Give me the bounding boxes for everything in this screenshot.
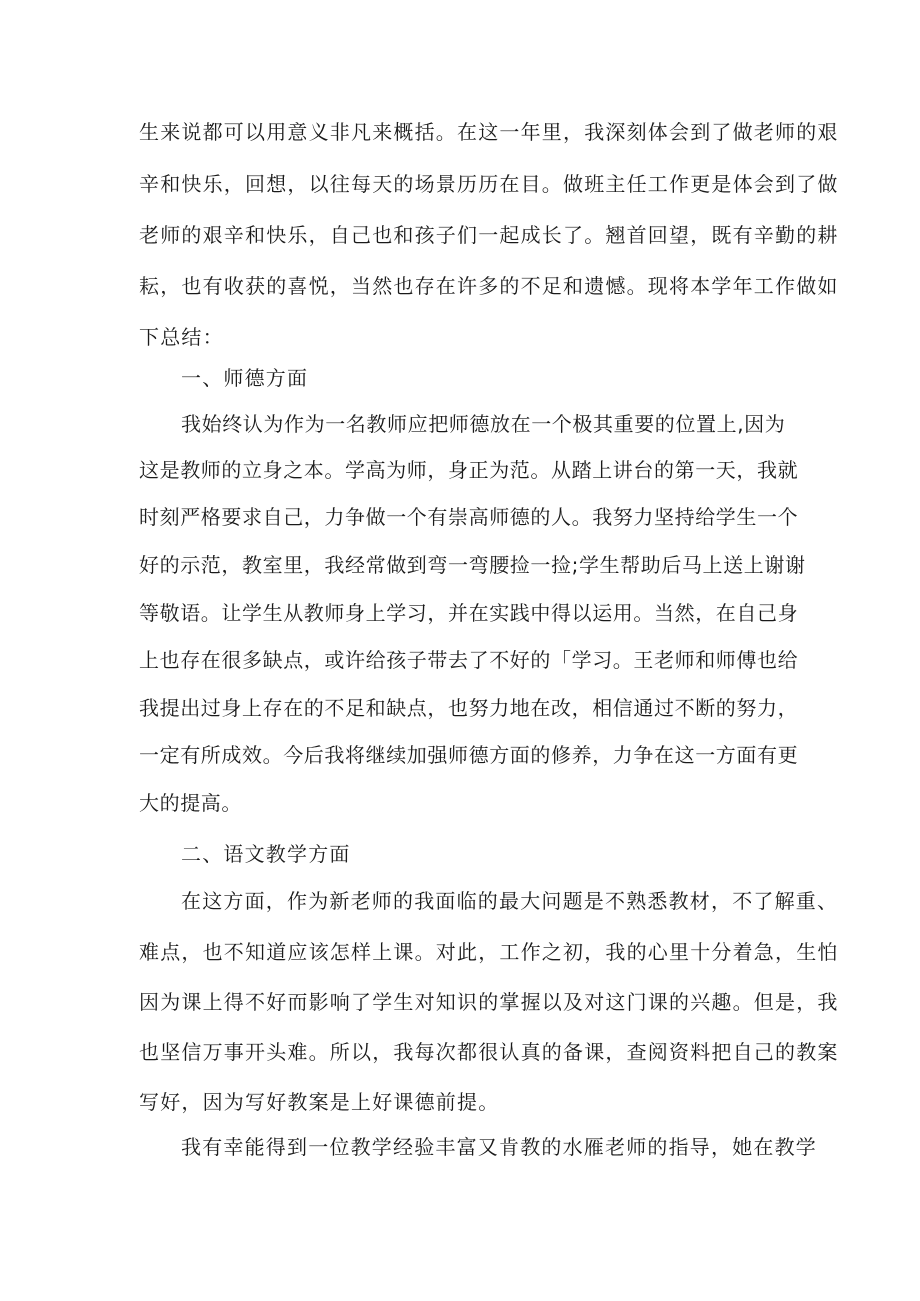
paragraph-line: 时刻严格要求自己，力争做一个有崇高师德的人。我努力坚持给学生一个: [139, 505, 799, 529]
paragraph-line: 耘，也有收获的喜悦，当然也存在许多的不足和遗憾。现将本学年工作做如: [139, 274, 839, 298]
paragraph-line: 辛和快乐，回想，以往每天的场景历历在目。做班主任工作更是体会到了做: [139, 172, 839, 196]
paragraph-line: 生来说都可以用意义非凡来概括。在这一年里，我深刻体会到了做老师的艰: [139, 120, 839, 144]
section-heading-ethics: 一、师德方面: [181, 366, 309, 390]
paragraph-line: 这是教师的立身之本。学高为师，身正为范。从踏上讲台的第一天，我就: [139, 458, 799, 482]
paragraph-line: 在这方面，作为新老师的我面临的最大问题是不熟悉教材，不了解重、: [181, 889, 839, 913]
paragraph-line: 等敬语。让学生从教师身上学习，并在实践中得以运用。当然，在自己身: [139, 601, 799, 625]
paragraph-line: 我始终认为作为一名教师应把师德放在一个极其重要的位置上,因为: [181, 412, 786, 436]
paragraph-line: 写好，因为写好教案是上好课德前提。: [139, 1090, 500, 1114]
paragraph-line: 老师的艰辛和快乐，自己也和孩子们一起成长了。翘首回望，既有辛勤的耕: [139, 223, 839, 247]
paragraph-line: 我提出过身上存在的不足和缺点，也努力地在改，相信通过不断的努力，: [139, 696, 799, 720]
paragraph-line: 也坚信万事开头难。所以，我每次都很认真的备课，查阅资料把自己的教案: [139, 1040, 839, 1064]
paragraph-line: 上也存在很多缺点，或许给孩子带去了不好的「学习。王老师和师傅也给: [139, 648, 799, 672]
paragraph-line: 难点，也不知道应该怎样上课。对此，工作之初，我的心里十分着急，生怕: [139, 940, 839, 964]
paragraph-line: 下总结：: [139, 325, 224, 349]
paragraph-line: 因为课上得不好而影响了学生对知识的掌握以及对这门课的兴趣。但是，我: [139, 990, 839, 1014]
paragraph-line: 大的提高。: [139, 791, 242, 815]
section-heading-chinese-teaching: 二、语文教学方面: [181, 842, 351, 866]
paragraph-line: 我有幸能得到一位教学经验丰富又肯教的水雁老师的指导，她在教学: [181, 1135, 817, 1159]
paragraph-line: 一定有所成效。今后我将继续加强师德方面的修养，力争在这一方面有更: [139, 743, 799, 767]
paragraph-line: 好的示范，教室里，我经常做到弯一弯腰捡一捡;学生帮助后马上送上谢谢: [139, 553, 806, 577]
